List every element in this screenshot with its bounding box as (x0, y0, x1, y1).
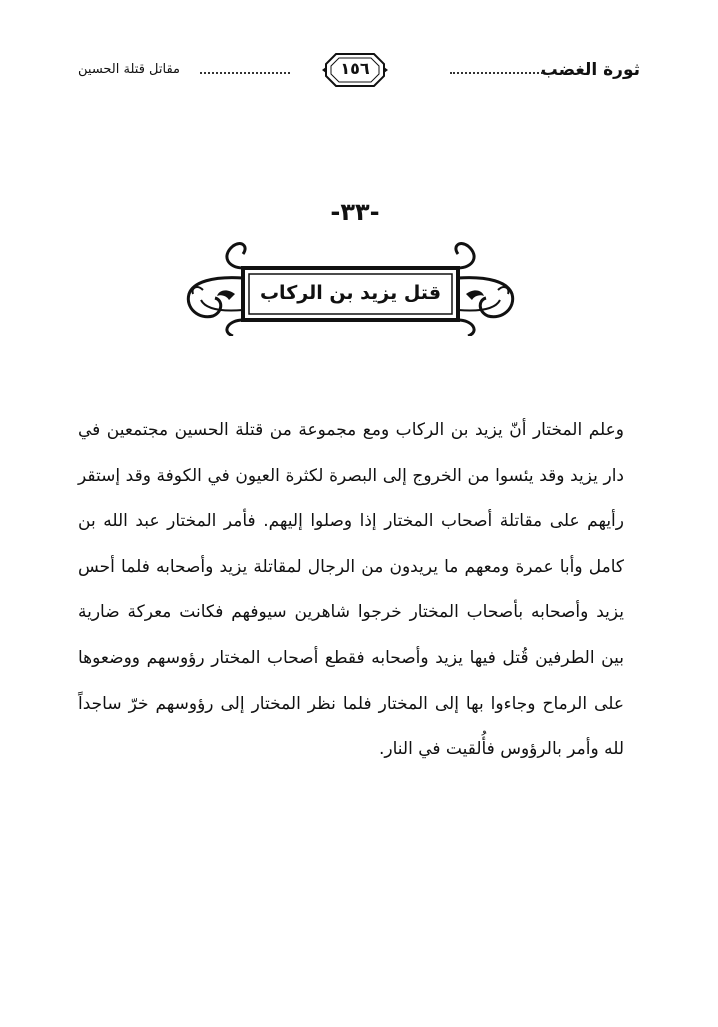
header-dotted-rule-right (450, 72, 543, 74)
page-number-badge (322, 50, 388, 90)
chapter-title: قتل يزيد بن الركاب (259, 282, 442, 304)
book-title: ثورة الغضب (540, 60, 640, 80)
chapter-number: -٣٣- (330, 198, 380, 226)
page-number: ١٥٦ (340, 59, 370, 78)
header-dotted-rule-left (200, 72, 290, 74)
section-title: مقاتل قتلة الحسين (78, 62, 181, 77)
body-paragraph: وعلم المختار أنّ يزيد بن الركاب ومع مجموعة من قتلة الحسين مجتمعين في دار يزيد وقد يئسوا من الخروج إلى البصرة لكثرة العيون في الكوفة وقد إستقر رأيهم على مقاتلة أصحاب المختار إذا وصلوا إليهم. فأمر المختار عبد الله بن كامل وأبا عمرة ومعهم ما يريدون من الرجال لمقاتلة يزيد وأصحابه فلما أحس يزيد وأصحابه بأصحاب المختار خرجوا شاهرين سيوفهم فكانت معركة ضارية بين الطرفين قُتل فيها يزيد وأصحابه فقطع أصحاب المختار رؤوسهم ووضعوها على الرماح وجاءوا بها إلى المختار فلما نظر المختار إلى رؤوسهم خرّ ساجداً لله وأمر بالرؤوس فأُلقيت في النار. (78, 420, 624, 760)
chapter-title-frame (183, 238, 518, 336)
running-header (78, 50, 640, 90)
body-text (78, 408, 624, 773)
